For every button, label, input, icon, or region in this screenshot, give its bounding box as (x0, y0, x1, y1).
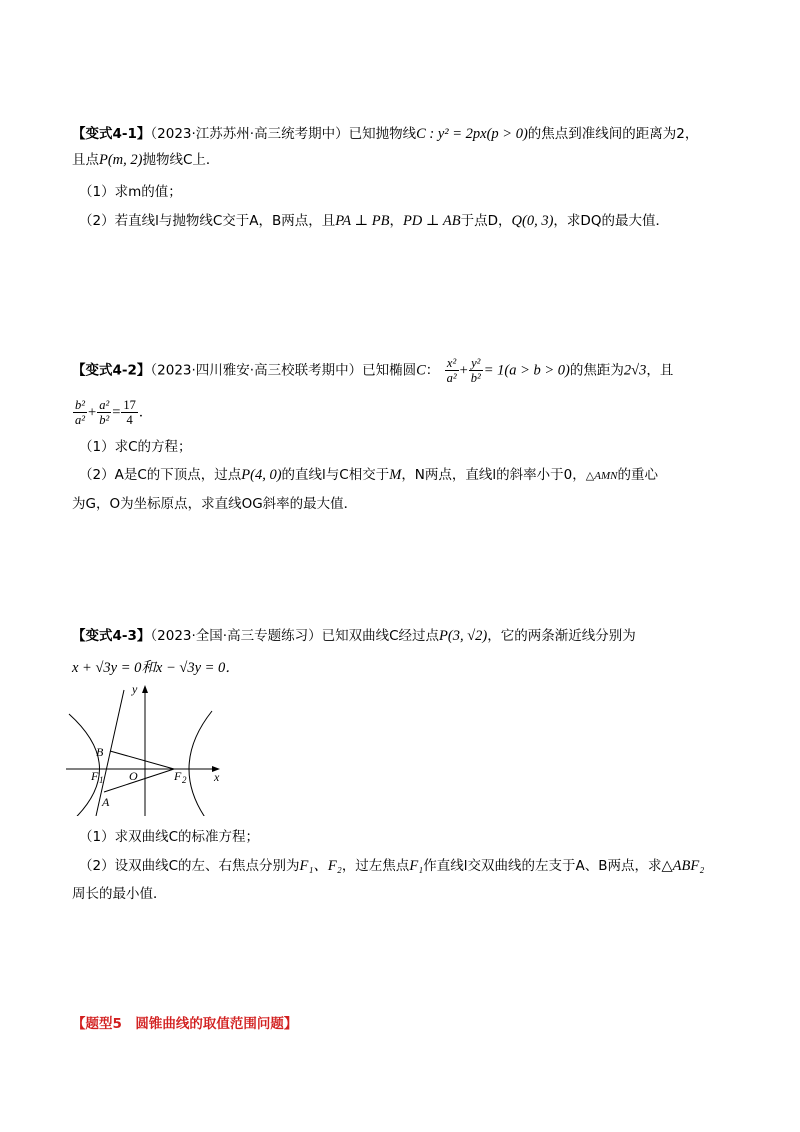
problem-tag: 【变式4-1】 (72, 126, 151, 142)
question-2 (79, 856, 704, 876)
problem-source: （2023·全国·高三专题练习） (150, 628, 322, 644)
problem-text: ： (425, 362, 440, 379)
ellipse-condition: = 1(a > b > 0) (483, 362, 570, 379)
problem-text: ，它的两条渐近线分别为 (487, 628, 636, 644)
fraction (121, 398, 138, 427)
numerator: y² (469, 356, 483, 371)
problem-tag: 【变式4-2】 (72, 362, 151, 379)
problem-4-2-line-2 (72, 398, 152, 427)
triangle-abf2: △ABF₂ (661, 858, 705, 874)
perpendicular-condition: PA ⊥ PB (335, 213, 390, 229)
point-p: P(m, 2) (99, 152, 143, 168)
question-2 (79, 465, 658, 486)
y-axis-arrow (142, 685, 148, 693)
problem-4-1-line-2 (72, 150, 219, 170)
problem-text: 作直线l交双曲线的左支于A、B两点，求 (423, 858, 662, 874)
question-2-line-2: 为G，O为坐标原点，求直线OG斜率的最大值． (72, 496, 358, 512)
denominator: 4 (126, 413, 133, 427)
asymptotes: x + √3y = 0和x − √3y = 0． (72, 660, 240, 676)
operator: + (88, 404, 97, 421)
section-title: 【题型5 圆锥曲线的取值范围问题】 (72, 1016, 298, 1032)
fraction (469, 356, 483, 385)
question-2 (79, 211, 669, 231)
label-b: B (96, 745, 104, 759)
denominator: b² (470, 371, 481, 385)
asymptote-equations (72, 658, 240, 678)
problem-text: ，过左焦点 (341, 858, 410, 874)
problem-text: 已知椭圆 (362, 362, 417, 379)
problem-source: （2023·四川雅安·高三校联考期中） (150, 362, 363, 379)
segment-af2 (104, 769, 174, 792)
problem-text: 的重心 (617, 467, 658, 483)
problem-text: 的直线l与C相交于 (281, 467, 390, 483)
denominator: a² (446, 371, 457, 385)
hyperbola-figure (66, 676, 232, 816)
numerator: x² (445, 356, 459, 371)
question-1: （1）求C的方程； (79, 439, 192, 455)
problem-text: ，且 (646, 362, 674, 379)
problem-text: 的焦距为 (569, 362, 624, 379)
curve-name: C (416, 362, 426, 379)
foci: F₁、F₂ (299, 858, 342, 874)
problem-text: 的焦点到准线间的距离为2， (527, 126, 699, 142)
problem-text: ． (138, 404, 153, 421)
perpendicular-condition: PD ⊥ AB (402, 213, 461, 229)
question-2-line-2: 周长的最小值． (72, 886, 167, 902)
problem-text: 且点 (72, 152, 99, 168)
problem-text: 已知抛物线 (348, 126, 417, 142)
point-m: M (389, 467, 402, 483)
problem-text: ， (389, 213, 403, 229)
label-f1-subscript: 1 (99, 775, 104, 785)
focus-f1: F₁ (409, 858, 424, 874)
problem-text: （2）设双曲线C的左、右焦点分别为 (79, 858, 300, 874)
fraction (445, 356, 459, 385)
label-a: A (102, 795, 110, 809)
focal-length: 2√3 (623, 362, 647, 379)
label-o: O (129, 769, 138, 783)
segment-bf2 (110, 751, 174, 769)
fraction (73, 398, 87, 427)
problem-text: 已知双曲线C经过点 (321, 628, 440, 644)
problem-text: （2）A是C的下顶点，过点 (79, 467, 242, 483)
hyperbola-right-branch (189, 711, 212, 816)
problem-tag: 【变式4-3】 (72, 628, 151, 644)
numerator: 17 (123, 398, 136, 412)
fraction (97, 398, 111, 427)
point-p: P(3, √2) (439, 628, 488, 644)
label-f1: F (91, 769, 99, 783)
problem-4-3-line-1 (72, 626, 636, 646)
denominator: a² (75, 413, 85, 427)
problem-text: ，N两点，直线l的斜率小于0， (401, 467, 586, 483)
numerator: a² (99, 398, 110, 412)
problem-4-2-line-1 (72, 356, 673, 385)
hyperbola-left-branch (69, 714, 100, 816)
operator: + (459, 362, 468, 379)
point-p: P(4, 0) (241, 467, 282, 483)
triangle-amn: △AMN (585, 470, 618, 482)
question-1: （1）求m的值； (79, 184, 182, 200)
label-f2: F (174, 769, 182, 783)
problem-source: （2023·江苏苏州·高三统考期中） (150, 126, 349, 142)
label-f2-subscript: 2 (182, 775, 187, 785)
label-y: y (132, 682, 138, 696)
problem-4-1-line-1 (72, 124, 698, 144)
point-q: Q(0, 3) (511, 213, 554, 229)
question-1: （1）求双曲线C的标准方程； (79, 829, 260, 845)
problem-text: （2）若直线l与抛物线C交于A，B两点，且 (79, 213, 336, 229)
numerator: b² (75, 398, 85, 412)
problem-text: ，求DQ的最大值． (553, 213, 669, 229)
problem-text: 抛物线C上． (142, 152, 220, 168)
label-x: x (214, 770, 220, 784)
operator: = (112, 404, 121, 421)
parabola-equation: C : y² = 2px(p > 0) (416, 126, 528, 142)
problem-text: 于点D， (460, 213, 512, 229)
denominator: b² (99, 413, 110, 427)
